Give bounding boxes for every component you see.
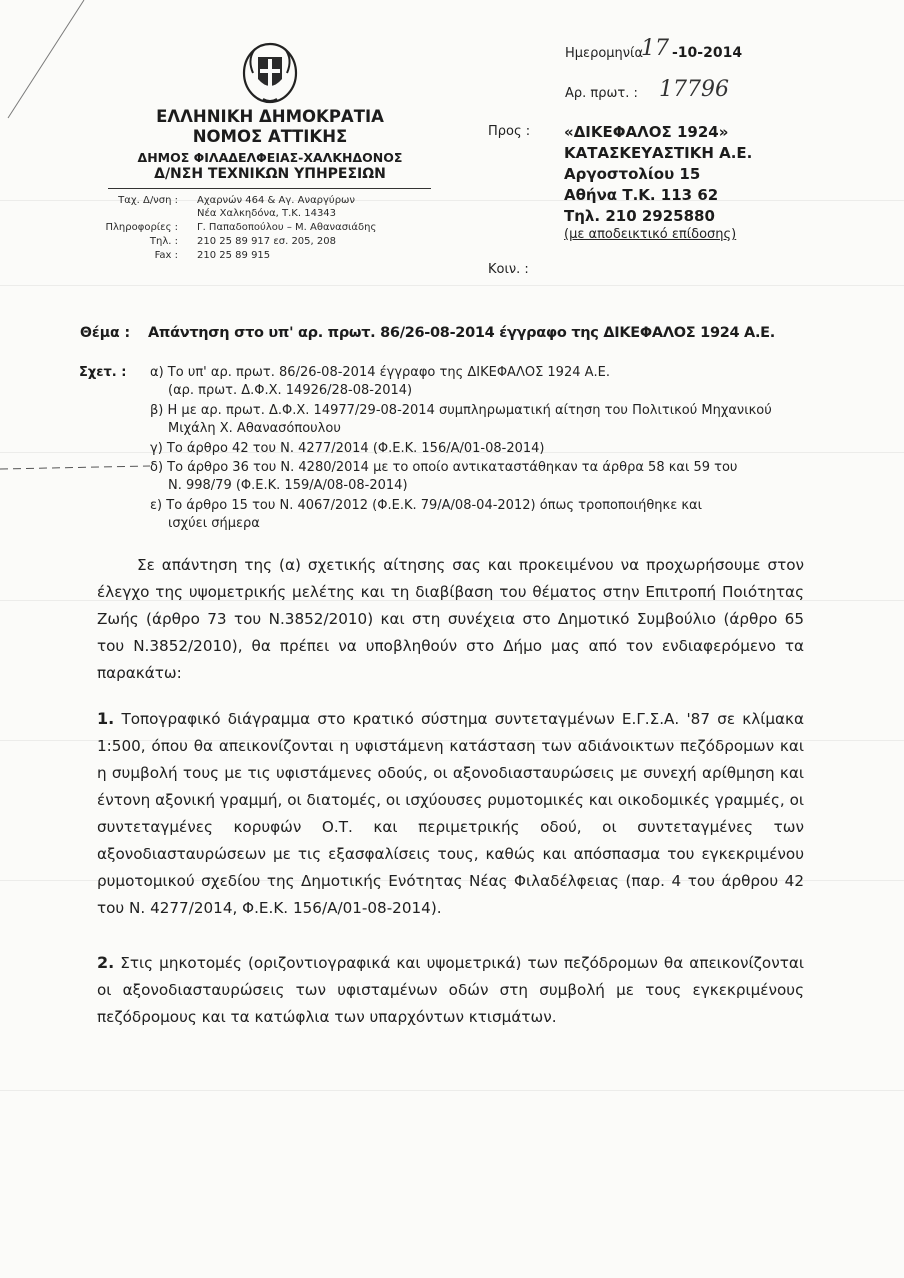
department-name: Δ/ΝΣΗ ΤΕΧΝΙΚΩΝ ΥΠΗΡΕΣΙΩΝ — [154, 166, 386, 182]
intro-paragraph: Σε απάντηση της (α) σχετικής αίτησης σας και προκειμένου να προχωρήσουμε στον έλεγχο της υψομετρικής μελέτης και τη διαβίβαση του θέματος στην Επιτροπή Ποιότητας Ζωής (άρθρο 73 του Ν.3852/2010) και στη συνέχεια στο Δημοτικό Συμβούλιο (άρθρο 65 του Ν.3852/2010), θα πρέπει να υποβληθούν στο Δήμο μας από τον ενδιαφερόμενο τα παρακάτω: — [97, 556, 804, 682]
info-label: Πληροφορίες : — [105, 222, 178, 233]
fax-label: Fax : — [154, 250, 178, 261]
point-1-paragraph — [97, 705, 804, 922]
reference-line: (αρ. πρωτ. Δ.Φ.Χ. 14926/28-08-2014) — [168, 383, 413, 398]
municipality-name: ΔΗΜΟΣ ΦΙΛΑΔΕΛΦΕΙΑΣ-ΧΑΛΚΗΔΟΝΟΣ — [137, 150, 403, 165]
reference-line: Ν. 998/79 (Φ.Ε.Κ. 159/Α/08-08-2014) — [168, 478, 408, 493]
reference-line: Το άρθρο 36 του Ν. 4280/2014 με το οποίο αντικαταστάθηκαν τα άρθρα 58 και 59 του — [167, 460, 738, 475]
protocol-label: Αρ. πρωτ. : — [565, 86, 638, 101]
prefecture-name: ΝΟΜΟΣ ΑΤΤΙΚΗΣ — [192, 127, 348, 146]
references-label: Σχετ. : — [79, 365, 127, 380]
reference-line: Το υπ' αρ. πρωτ. 86/26-08-2014 έγγραφο της ΔΙΚΕΦΑΛΟΣ 1924 Α.Ε. — [167, 365, 610, 380]
recipient-phone: Τηλ. 210 2925880 — [564, 207, 715, 225]
reference-item — [150, 402, 890, 438]
address-line-1: Αχαρνών 464 & Αγ. Αναργύρων — [197, 195, 356, 206]
reference-marker: β) — [150, 403, 164, 418]
country-name: ΕΛΛΗΝΙΚΗ ΔΗΜΟΚΡΑΤΙΑ — [156, 107, 384, 126]
recipient-company-type: ΚΑΤΑΣΚΕΥΑΣΤΙΚΗ Α.Ε. — [564, 144, 753, 162]
reference-marker: ε) — [150, 498, 163, 513]
phone-value: 210 25 89 917 εσ. 205, 208 — [197, 236, 336, 247]
reference-item — [150, 364, 890, 400]
delivery-note: (με αποδεικτικό επίδοσης) — [564, 227, 737, 242]
reference-line: ισχύει σήμερα — [168, 516, 260, 531]
subject-label: Θέμα : — [80, 325, 131, 341]
recipient-city: Αθήνα Τ.Κ. 113 62 — [564, 186, 719, 204]
reference-marker: α) — [150, 365, 164, 380]
date-printed: -10-2014 — [672, 45, 743, 61]
reference-marker: γ) — [150, 441, 163, 456]
reference-item — [150, 440, 890, 458]
recipient-name: «ΔΙΚΕΦΑΛΟΣ 1924» — [564, 123, 729, 141]
fax-value: 210 25 89 915 — [197, 250, 271, 261]
reference-line: Το άρθρο 15 του Ν. 4067/2012 (Φ.Ε.Κ. 79/Α/08-04-2012) όπως τροποποιήθηκε και — [166, 498, 702, 513]
point-number: 1. — [97, 709, 115, 728]
reference-item — [150, 459, 890, 495]
phone-label: Τηλ. : — [149, 236, 178, 247]
header-divider — [108, 188, 431, 189]
date-label: Ημερομηνία — [565, 46, 644, 61]
point-text: Τοπογραφικό διάγραμμα στο κρατικό σύστημα συντεταγμένων Ε.Γ.Σ.Α. '87 σε κλίμακα 1:500, όπου θα απεικονίζονται η υφιστάμενη κατάσταση των αδιάνοικτων πεζόδρομων και η συμβολή τους με τις υφιστάμενες οδούς, οι αξονοδιασταυρώσεις με συνεχή αρίθμηση και έντονη αξονική γραμμή, οι διατομές, οι ισχύουσες ρυμοτομικές και οικοδομικές γραμμές, οι συντεταγμένες κορυφών Ο.Τ. και περιμετρικής οδού, οι συντεταγμένες των αξονοδιασταυρώσεων με τις εξασφαλίσεις τους, καθώς και απόσπασμα του εγκεκριμένου ρυμοτομικού σχεδίου της Δημοτικής Ενότητας Νέας Φιλαδέλφειας (παρ. 4 του άρθρου 42 του Ν. 4277/2014, Φ.Ε.Κ. 156/Α/01-08-2014). — [97, 710, 804, 917]
cc-label: Κοιν. : — [488, 262, 529, 277]
coat-of-arms-emblem — [241, 39, 299, 105]
recipient-street: Αργοστολίου 15 — [564, 165, 701, 183]
to-label: Προς : — [488, 124, 531, 139]
date-handwritten: 17 — [641, 36, 669, 61]
reference-item — [150, 497, 890, 533]
point-number: 2. — [97, 953, 115, 972]
protocol-handwritten: 17796 — [659, 77, 729, 102]
point-text: Στις μηκοτομές (οριζοντιογραφικά και υψομετρικά) των πεζόδρομων θα απεικονίζονται οι αξονοδιασταυρώσεις των υφισταμένων οδών στη συμβολή με τους εγκεκριμένους πεζόδρομους και τα κατώφλια των υπαρχόντων κτισμάτων. — [97, 954, 805, 1026]
address-label: Ταχ. Δ/νση : — [118, 195, 178, 206]
info-persons: Γ. Παπαδοπούλου – Μ. Αθανασιάδης — [197, 222, 377, 233]
point-2-paragraph — [97, 949, 804, 1031]
reference-marker: δ) — [150, 460, 164, 475]
reference-line: Μιχάλη Χ. Αθανασόπουλου — [168, 421, 341, 436]
address-line-2: Νέα Χαλκηδόνα, Τ.Κ. 14343 — [197, 208, 337, 219]
reference-line: Το άρθρο 42 του Ν. 4277/2014 (Φ.Ε.Κ. 156/Α/01-08-2014) — [166, 441, 545, 456]
reference-line: Η με αρ. πρωτ. Δ.Φ.Χ. 14977/29-08-2014 συμπληρωματική αίτηση του Πολιτικού Μηχανικού — [167, 403, 772, 418]
subject-text: Απάντηση στο υπ' αρ. πρωτ. 86/26-08-2014 έγγραφο της ΔΙΚΕΦΑΛΟΣ 1924 Α.Ε. — [148, 325, 775, 341]
